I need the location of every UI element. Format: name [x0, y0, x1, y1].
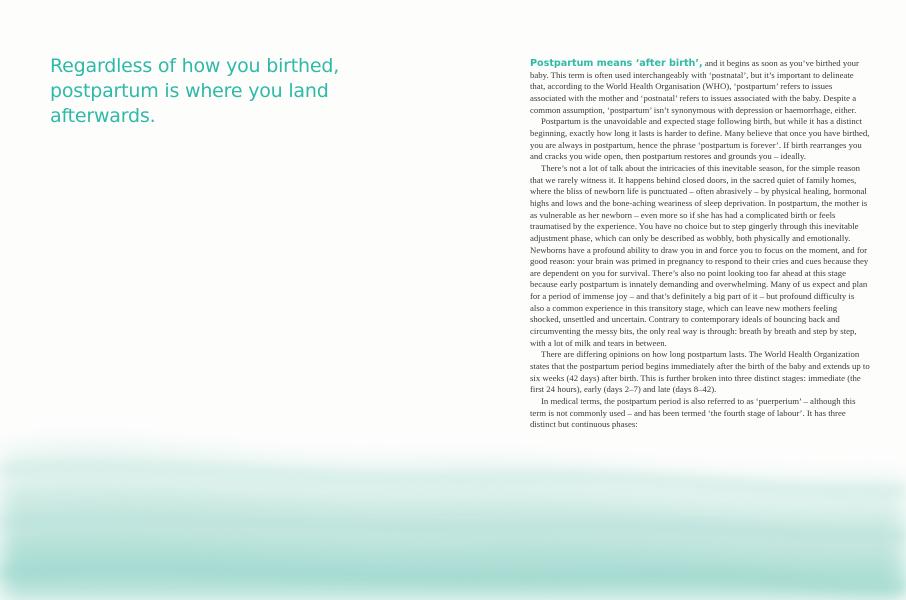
- body-paragraph: [530, 58, 870, 116]
- body-paragraph: Postpartum is the unavoidable and expected stage following birth, but while it has a distinct beginning, exactly how long it lasts is harder to define. Many believe that once you have birthed, you are always in postpartum, hence the phrase ‘postpartum is forever’. If birth rearranges you and cracks you wide open, then postpartum restores and grounds you – ideally.: [530, 116, 870, 162]
- pull-quote: Regardless of how you birthed, postpartum is where you land afterwards.: [50, 55, 340, 127]
- body-text-column: [530, 58, 870, 431]
- lead-in-heading: Postpartum means ‘after birth’,: [530, 58, 703, 69]
- body-paragraph-text: and it begins as soon as you’ve birthed your baby. This term is often used interchangeably with ‘postnatal’, but it’s important to delineate that, according to the World Health Organisation (WHO), ‘postpartum’ refers to issues associated with the mother and ‘postnatal’ refers to issues associated with the baby. Despite a common assumption, ‘postpartum’ isn’t synonymous with depression or haemorrhage, either.: [530, 58, 859, 115]
- body-paragraph: There’s not a lot of talk about the intricacies of this inevitable season, for the simple reason that we rarely witness it. It happens behind closed doors, in the sacred quiet of family homes, where the bliss of newborn life is punctuated – often abrasively – by physical healing, hormonal highs and lows and the bone-aching weariness of sleep deprivation. In postpartum, the mother is as vulnerable as her newborn – even more so if she has had a complicated birth or feels traumatised by the experience. You have no choice but to step gingerly through this inevitable adjustment phase, which can only be described as wobbly, both physically and emotionally. Newborns have a profound ability to draw you in and force you to focus on the moment, and for good reason: your brain was primed in pregnancy to respond to their cries and cues because they are dependent on you for survival. There’s also no point looking too far ahead at this stage because early postpartum is innately demanding and overwhelming. Many of us expect and plan for a period of immense joy – and that’s definitely a big part of it – but profound difficulty is also a common experience in this transitory stage, which can leave new mothers feeling shocked, unsettled and uncertain. Contrary to contemporary ideals of bouncing back and circumventing the messy bits, the only real way is through: breath by breath and step by step, with a lot of milk and tears in between.: [530, 162, 869, 348]
- body-paragraph: There are differing opinions on how long postpartum lasts. The World Health Organization states that the postpartum period begins immediately after the birth of the baby and extends up to six weeks (42 days) after birth. This is further broken into three distinct stages: immediate (the first 24 hours), early (days 2–7) and late (days 8–42).: [530, 349, 870, 395]
- body-paragraph: In medical terms, the postpartum period is also referred to as ‘puerperium’ – although this term is not commonly used – and has been termed ‘the fourth stage of labour’. It has three distinct but continuous phases:: [530, 396, 856, 430]
